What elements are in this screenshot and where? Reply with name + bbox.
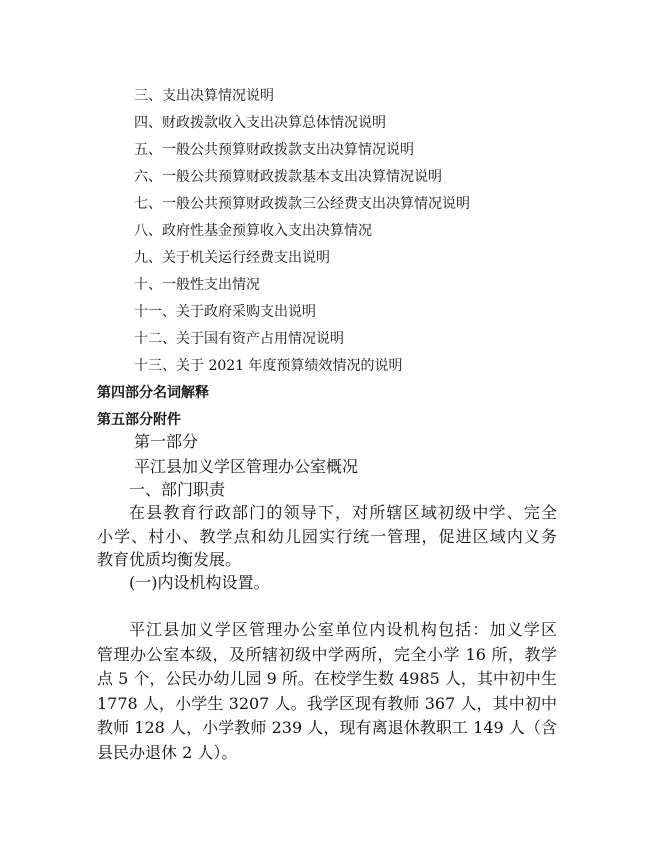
org-line: 管理办公室本级，及所辖初级中学两所，完全小学 16 所，教学 <box>97 645 557 664</box>
duty-line: 在县教育行政部门的领导下，对所辖区域初级中学、完全 <box>129 503 557 522</box>
org-line: 1778 人，小学生 3207 人。我学区现有教师 367 人，其中初中 <box>97 694 557 713</box>
part-five-heading: 第五部分附件 <box>97 412 181 428</box>
toc-item-6: 六、一般公共预算财政拨款基本支出决算情况说明 <box>134 169 442 185</box>
toc-item-5: 五、一般公共预算财政拨款支出决算情况说明 <box>134 142 414 158</box>
duties-subheading: 一、部门职责 <box>129 480 226 499</box>
toc-item-11: 十一、关于政府采购支出说明 <box>134 304 316 320</box>
toc-item-9: 九、关于机关运行经费支出说明 <box>134 250 330 266</box>
toc-item-10: 十、一般性支出情况 <box>134 277 260 293</box>
toc-item-8: 八、政府性基金预算收入支出决算情况 <box>134 223 372 239</box>
part-four-heading: 第四部分名词解释 <box>97 385 209 401</box>
org-line: 点 5 个，公民办幼儿园 9 所。在校学生数 4985 人，其中初中生 <box>97 669 557 688</box>
org-overview-title: 平江县加义学区管理办公室概况 <box>134 457 359 476</box>
part-one-title: 第一部分 <box>134 432 199 451</box>
toc-item-4: 四、财政拨款收入支出决算总体情况说明 <box>134 115 386 131</box>
duty-line: 教育优质均衡发展。 <box>97 550 242 569</box>
toc-item-12: 十二、关于国有资产占用情况说明 <box>134 331 344 347</box>
toc-item-7: 七、一般公共预算财政拨款三公经费支出决算情况说明 <box>134 196 470 212</box>
org-line: 平江县加义学区管理办公室单位内设机构包括：加义学区 <box>129 620 557 639</box>
org-line: 县民办退休 2 人）。 <box>97 743 238 762</box>
toc-item-13: 十三、关于 2021 年度预算绩效情况的说明 <box>134 358 403 374</box>
duty-line: 小学、村小、教学点和幼儿园实行统一管理，促进区域内义务 <box>97 527 557 546</box>
org-structure-subheading: (一)内设机构设置。 <box>129 573 270 592</box>
toc-item-3: 三、支出决算情况说明 <box>134 88 274 104</box>
org-line: 教师 128 人，小学教师 239 人，现有离退休教职工 149 人（含 <box>97 718 557 737</box>
